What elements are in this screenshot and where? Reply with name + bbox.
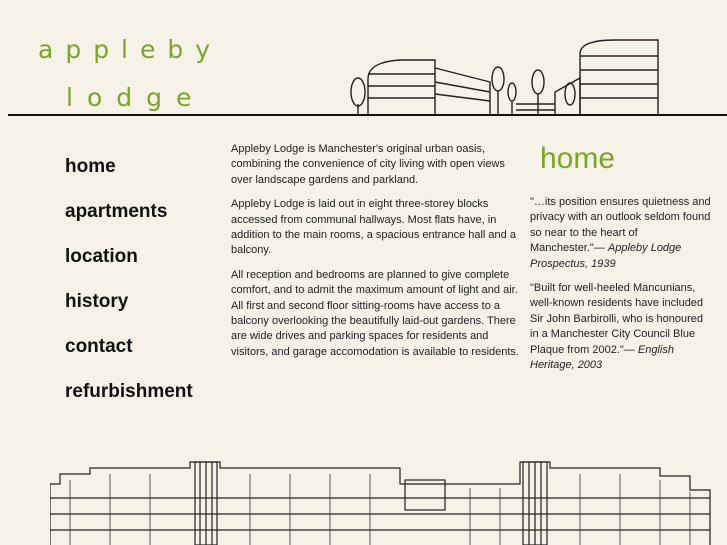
main-nav xyxy=(65,153,193,423)
layout-paragraph: Appleby Lodge is laid out in eight three-storey blocks accessed from communal hallways. Most flats have, in addition to the main rooms, a spacious entrance hall and a balcony. xyxy=(231,198,516,257)
intro-paragraph: Appleby Lodge is Manchester's original urban oasis, combining the convenience of city living with open views over landscape gardens and parkland. xyxy=(231,143,505,186)
quote-item xyxy=(530,281,712,373)
nav-history[interactable]: history xyxy=(65,291,129,312)
quote-item xyxy=(530,195,712,272)
nav-home[interactable]: home xyxy=(65,156,116,177)
nav-apartments[interactable]: apartments xyxy=(65,201,168,222)
logo-line-appleby: appleby xyxy=(38,35,223,64)
page-title: home xyxy=(540,142,616,175)
quote-source: Appleby Lodge Prospectus, 1939 xyxy=(530,242,682,270)
quote-text: "Built for well-heeled Mancunians, well-known residents have included Sir John Barbirolli, who is honoured in a Manchester City Council Blue Plaque from 2002."— xyxy=(530,282,704,356)
logo-line-lodge: lodge xyxy=(66,83,206,112)
nav-contact[interactable]: contact xyxy=(65,336,133,357)
nav-location[interactable]: location xyxy=(65,246,138,267)
header-building-illustration xyxy=(340,34,670,116)
amenities-paragraph: All reception and bedrooms are planned to give complete comfort, and to admit the maximum amount of light and air. All first and second floor sitting-rooms have access to a balcony overlooking the beautifully laid-out gardens. There are wide drives and parking spaces for residents and visitors, and garage accomodation is available to residents. xyxy=(231,268,519,358)
quote-text: "…its position ensures quietness and privacy with an outlook seldom found so near to the heart of Manchester."— xyxy=(530,196,711,255)
quotes-sidebar xyxy=(530,195,712,382)
footer-building-drawing xyxy=(50,440,727,545)
header-divider xyxy=(8,114,727,116)
site-logo[interactable] xyxy=(38,26,222,122)
quote-source: English Heritage, 2003 xyxy=(530,343,674,372)
main-content xyxy=(231,142,523,369)
nav-refurbishment[interactable]: refurbishment xyxy=(65,381,193,402)
